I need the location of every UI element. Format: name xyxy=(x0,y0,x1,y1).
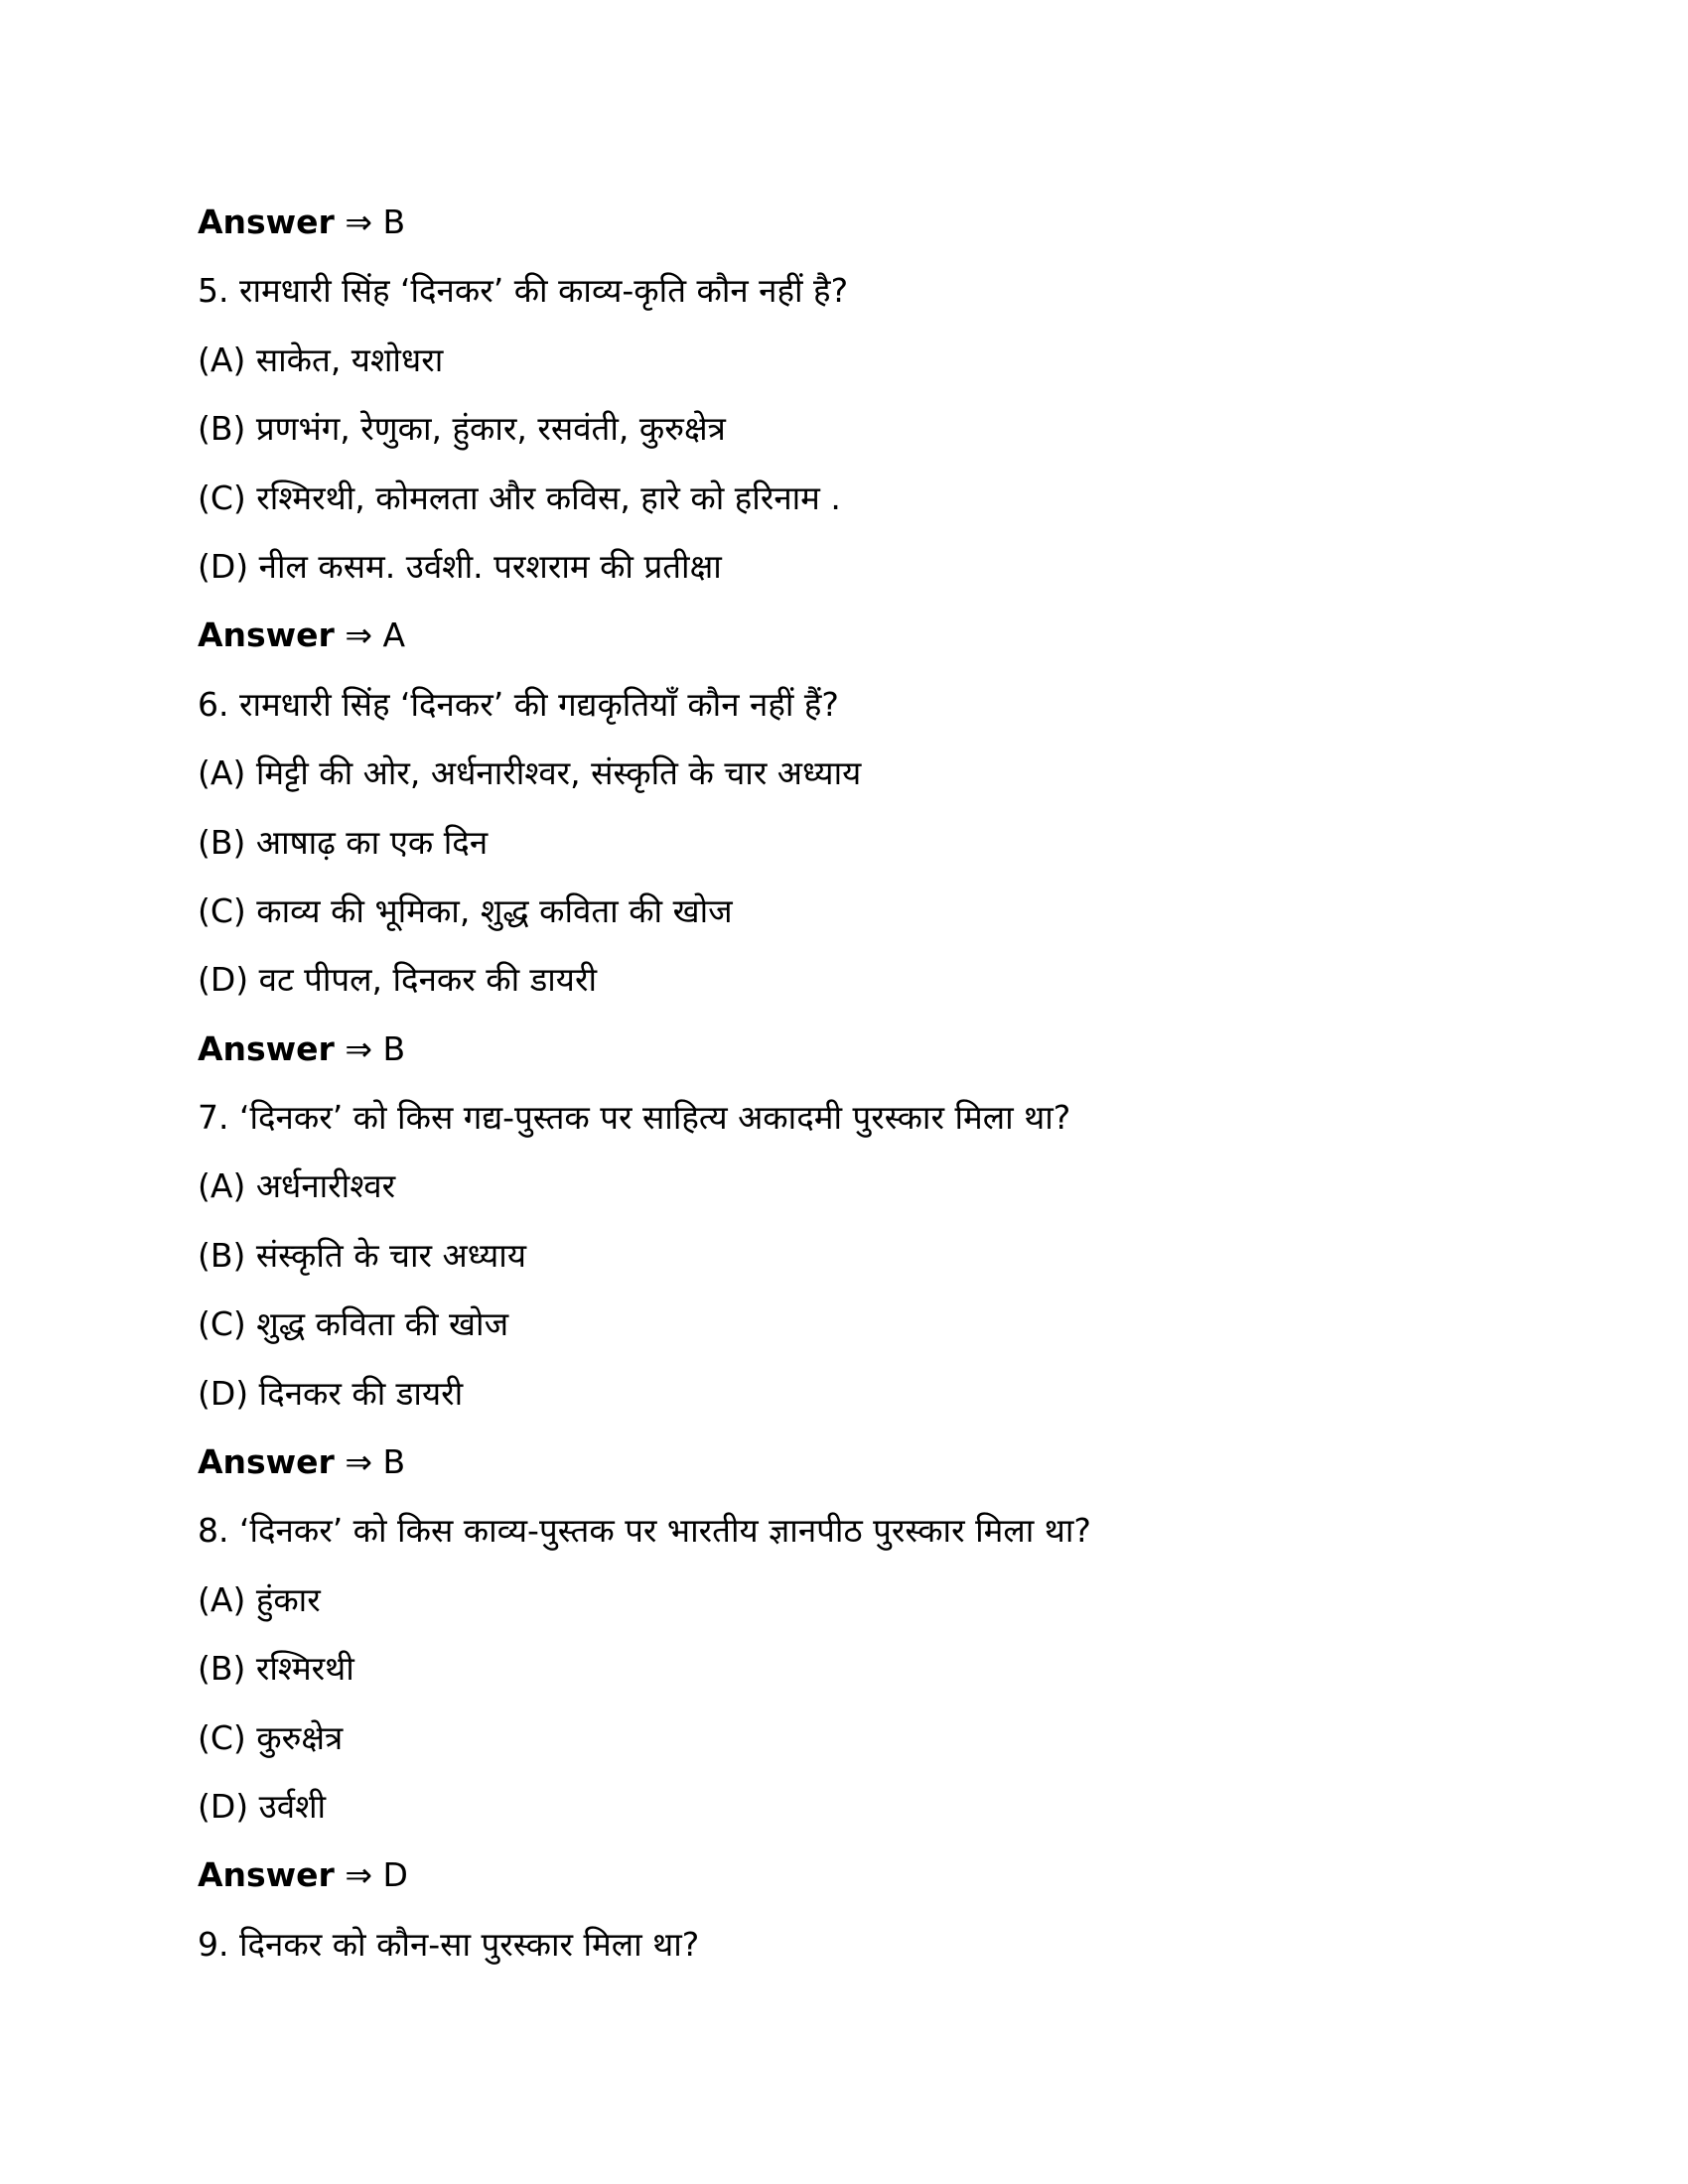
question-text: 7. ‘दिनकर’ को किस गद्य-पुस्तक पर साहित्य अकादमी पुरस्कार मिला था? xyxy=(198,1098,1071,1138)
answer-label: Answer xyxy=(198,1028,335,1068)
option-text: (A) साकेत, यशोधरा xyxy=(198,340,444,379)
answer-label: Answer xyxy=(198,1442,335,1482)
answer-line xyxy=(198,1024,1548,1092)
option-text: (C) रश्मिरथी, कोमलता और कविस, हारे को हरिनाम . xyxy=(198,478,841,517)
option-text: (B) आषाढ़ का एक दिन xyxy=(198,822,489,862)
answer-line xyxy=(198,197,1548,265)
question-text: 8. ‘दिनकर’ को किस काव्य-पुस्तक पर भारतीय ज्ञानपीठ पुरस्कार मिला था? xyxy=(198,1511,1091,1551)
option-text: (A) हुंकार xyxy=(198,1579,321,1619)
option-text: (D) दिनकर की डायरी xyxy=(198,1373,464,1413)
answer-arrow: ⇒ xyxy=(345,615,372,655)
option-text: (C) कुरुक्षेत्र xyxy=(198,1717,344,1757)
answer-arrow: ⇒ xyxy=(345,203,372,241)
option-text: (D) उर्वशी xyxy=(198,1786,327,1826)
option-text: (D) वट पीपल, दिनकर की डायरी xyxy=(198,960,597,1000)
option-text: (B) संस्कृति के चार अध्याय xyxy=(198,1235,526,1275)
answer-value: D xyxy=(382,1855,408,1895)
answer-value: B xyxy=(382,203,406,241)
answer-value: B xyxy=(382,1028,406,1068)
option-text: (B) प्रणभंग, रेणुका, हुंकार, रसवंती, कुरुक्षेत्र xyxy=(198,409,726,449)
answer-label: Answer xyxy=(198,615,335,655)
question-text: 6. रामधारी सिंह ‘दिनकर’ की गद्यकृतियाँ कौन नहीं हैं? xyxy=(198,684,839,724)
option-text: (B) रश्मिरथी xyxy=(198,1649,354,1689)
quiz-content xyxy=(198,197,1548,1987)
answer-arrow: ⇒ xyxy=(345,1442,372,1482)
answer-arrow: ⇒ xyxy=(345,1028,372,1068)
option-text: (C) काव्य की भूमिका, शुद्ध कविता की खोज xyxy=(198,890,733,930)
answer-line xyxy=(198,610,1548,678)
option-text: (A) मिट्टी की ओर, अर्धनारीश्वर, संस्कृति के चार अध्याय xyxy=(198,753,862,793)
question-text: 9. दिनकर को कौन-सा पुरस्कार मिला था? xyxy=(198,1924,700,1964)
answer-arrow: ⇒ xyxy=(345,1855,372,1895)
answer-line xyxy=(198,1849,1548,1918)
answer-label: Answer xyxy=(198,1855,335,1895)
answer-value: B xyxy=(382,1442,406,1482)
option-text: (A) अर्धनारीश्वर xyxy=(198,1166,396,1206)
question-text: 5. रामधारी सिंह ‘दिनकर’ की काव्य-कृति कौन नहीं है? xyxy=(198,271,849,311)
option-text: (C) शुद्ध कविता की खोज xyxy=(198,1304,509,1344)
option-text: (D) नील कसम. उर्वशी. परशराम की प्रतीक्षा xyxy=(198,546,722,586)
answer-value: A xyxy=(382,615,406,655)
answer-label: Answer xyxy=(198,203,335,241)
answer-line xyxy=(198,1436,1548,1505)
